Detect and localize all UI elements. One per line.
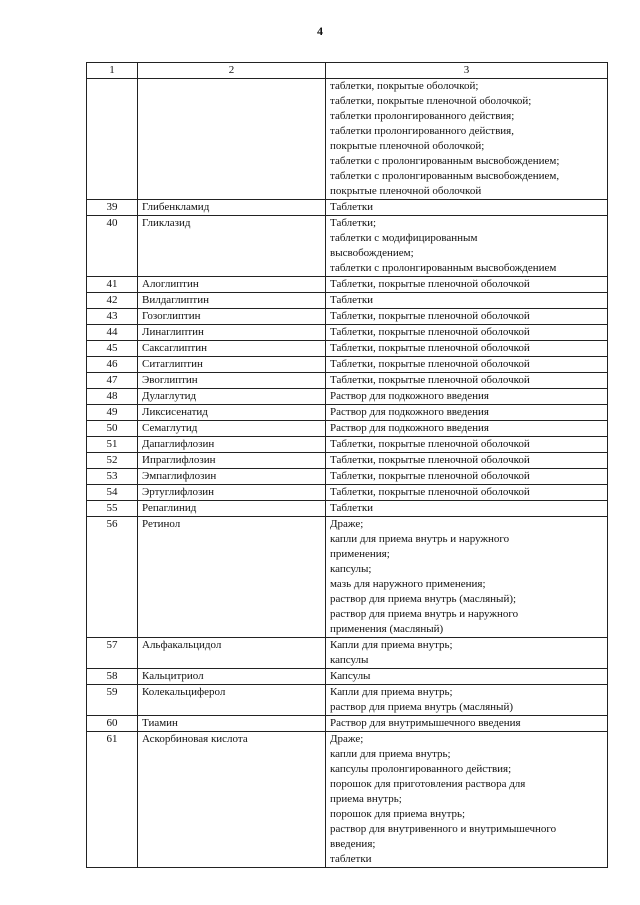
dosage-form-line: Таблетки, покрытые пленочной оболочкой xyxy=(330,310,530,322)
table-row xyxy=(87,389,608,405)
table-row xyxy=(87,501,608,517)
row-number: 53 xyxy=(87,469,138,485)
dosage-form-line: Таблетки, покрытые пленочной оболочкой xyxy=(330,342,530,354)
dosage-forms xyxy=(326,469,608,485)
dosage-form-line: порошок для приема внутрь; xyxy=(330,808,466,820)
dosage-form-line: введения; xyxy=(330,838,376,850)
dosage-form-line: приема внутрь; xyxy=(330,793,402,805)
dosage-form-line: Раствор для подкожного введения xyxy=(330,406,489,418)
dosage-form-line: таблетки с пролонгированным высвобождением; xyxy=(330,155,560,167)
dosage-forms xyxy=(326,421,608,437)
drug-name: Гликлазид xyxy=(138,216,326,277)
dosage-forms xyxy=(326,357,608,373)
dosage-forms xyxy=(326,341,608,357)
dosage-form-line: раствор для внутривенного и внутримышечного xyxy=(330,823,557,835)
dosage-form-line: мазь для наружного применения; xyxy=(330,578,486,590)
table-row xyxy=(87,716,608,732)
dosage-form-line: Таблетки, покрытые пленочной оболочкой xyxy=(330,358,530,370)
drug-name: Аскорбиновая кислота xyxy=(138,732,326,868)
table-row xyxy=(87,200,608,216)
drug-table xyxy=(86,62,608,868)
dosage-forms xyxy=(326,216,608,277)
table-row xyxy=(87,216,608,277)
drug-name: Альфакальцидол xyxy=(138,638,326,669)
dosage-forms xyxy=(326,485,608,501)
row-number: 44 xyxy=(87,325,138,341)
dosage-form-line: Драже; xyxy=(330,518,364,530)
row-number: 58 xyxy=(87,669,138,685)
drug-name xyxy=(138,79,326,200)
dosage-forms xyxy=(326,373,608,389)
table-row xyxy=(87,453,608,469)
dosage-form-line: таблетки с пролонгированным высвобождением xyxy=(330,262,557,274)
drug-name: Кальцитриол xyxy=(138,669,326,685)
dosage-forms xyxy=(326,453,608,469)
column-header-number: 1 xyxy=(87,63,138,79)
drug-name: Дулаглутид xyxy=(138,389,326,405)
drug-name: Тиамин xyxy=(138,716,326,732)
drug-name: Колекальциферол xyxy=(138,685,326,716)
table-row xyxy=(87,309,608,325)
row-number: 46 xyxy=(87,357,138,373)
row-number: 56 xyxy=(87,517,138,638)
dosage-form-line: Капли для приема внутрь; xyxy=(330,639,453,651)
dosage-form-line: Таблетки; xyxy=(330,217,377,229)
row-number: 61 xyxy=(87,732,138,868)
row-number: 39 xyxy=(87,200,138,216)
drug-name: Ситаглиптин xyxy=(138,357,326,373)
dosage-form-line: Таблетки, покрытые пленочной оболочкой xyxy=(330,374,530,386)
table-row xyxy=(87,277,608,293)
dosage-form-line: применения (масляный) xyxy=(330,623,444,635)
dosage-form-line: капсулы; xyxy=(330,563,372,575)
row-number: 57 xyxy=(87,638,138,669)
dosage-form-line: Капсулы xyxy=(330,670,371,682)
row-number: 48 xyxy=(87,389,138,405)
table-body xyxy=(87,79,608,868)
table-row xyxy=(87,405,608,421)
row-number: 51 xyxy=(87,437,138,453)
dosage-form-line: Таблетки, покрытые пленочной оболочкой xyxy=(330,438,530,450)
dosage-form-line: порошок для приготовления раствора для xyxy=(330,778,526,790)
dosage-form-line: Таблетки, покрытые пленочной оболочкой xyxy=(330,470,530,482)
drug-name: Вилдаглиптин xyxy=(138,293,326,309)
drug-name: Ликсисенатид xyxy=(138,405,326,421)
table-row xyxy=(87,638,608,669)
dosage-forms xyxy=(326,716,608,732)
dosage-forms xyxy=(326,79,608,200)
row-number: 59 xyxy=(87,685,138,716)
dosage-form-line: таблетки пролонгированного действия, xyxy=(330,125,514,137)
dosage-form-line: капли для приема внутрь и наружного xyxy=(330,533,510,545)
dosage-form-line: покрытые пленочной оболочкой xyxy=(330,185,482,197)
table-row xyxy=(87,293,608,309)
table-header-row xyxy=(87,63,608,79)
dosage-form-line: Таблетки xyxy=(330,502,374,514)
dosage-forms xyxy=(326,405,608,421)
dosage-form-line: капсулы xyxy=(330,654,369,666)
dosage-form-line: таблетки с модифицированным xyxy=(330,232,478,244)
drug-name: Линаглиптин xyxy=(138,325,326,341)
table-row xyxy=(87,732,608,868)
table-row xyxy=(87,79,608,200)
dosage-form-line: таблетки с пролонгированным высвобождением, xyxy=(330,170,560,182)
drug-name: Саксаглиптин xyxy=(138,341,326,357)
table-row xyxy=(87,325,608,341)
dosage-form-line: Таблетки, покрытые пленочной оболочкой xyxy=(330,326,530,338)
table-row xyxy=(87,437,608,453)
dosage-forms xyxy=(326,309,608,325)
dosage-forms xyxy=(326,277,608,293)
dosage-forms xyxy=(326,200,608,216)
dosage-form-line: таблетки xyxy=(330,853,372,865)
table-row xyxy=(87,669,608,685)
row-number xyxy=(87,79,138,200)
drug-name: Ретинол xyxy=(138,517,326,638)
dosage-form-line: таблетки, покрытые пленочной оболочкой; xyxy=(330,95,532,107)
drug-name: Эртуглифлозин xyxy=(138,485,326,501)
dosage-form-line: раствор для приема внутрь (масляный) xyxy=(330,701,513,713)
table-row xyxy=(87,357,608,373)
dosage-form-line: Капли для приема внутрь; xyxy=(330,686,453,698)
dosage-forms xyxy=(326,685,608,716)
dosage-forms xyxy=(326,501,608,517)
row-number: 60 xyxy=(87,716,138,732)
dosage-form-line: Таблетки, покрытые пленочной оболочкой xyxy=(330,486,530,498)
dosage-forms xyxy=(326,732,608,868)
dosage-form-line: Таблетки, покрытые пленочной оболочкой xyxy=(330,278,530,290)
dosage-form-line: покрытые пленочной оболочкой; xyxy=(330,140,485,152)
dosage-form-line: Раствор для подкожного введения xyxy=(330,390,489,402)
dosage-forms xyxy=(326,389,608,405)
row-number: 55 xyxy=(87,501,138,517)
drug-name: Гозоглиптин xyxy=(138,309,326,325)
row-number: 42 xyxy=(87,293,138,309)
dosage-form-line: раствор для приема внутрь (масляный); xyxy=(330,593,517,605)
drug-name: Ипраглифлозин xyxy=(138,453,326,469)
table-row xyxy=(87,421,608,437)
column-header-forms: 3 xyxy=(326,63,608,79)
column-header-name: 2 xyxy=(138,63,326,79)
dosage-form-line: высвобождением; xyxy=(330,247,414,259)
dosage-forms xyxy=(326,517,608,638)
drug-name: Эмпаглифлозин xyxy=(138,469,326,485)
dosage-forms xyxy=(326,638,608,669)
dosage-forms xyxy=(326,669,608,685)
drug-name: Эвоглиптин xyxy=(138,373,326,389)
row-number: 45 xyxy=(87,341,138,357)
dosage-form-line: Раствор для внутримышечного введения xyxy=(330,717,521,729)
page-number: 4 xyxy=(317,24,323,38)
row-number: 52 xyxy=(87,453,138,469)
drug-name: Дапаглифлозин xyxy=(138,437,326,453)
dosage-forms xyxy=(326,437,608,453)
drug-name: Репаглинид xyxy=(138,501,326,517)
drug-name: Глибенкламид xyxy=(138,200,326,216)
dosage-form-line: капли для приема внутрь; xyxy=(330,748,451,760)
row-number: 41 xyxy=(87,277,138,293)
row-number: 43 xyxy=(87,309,138,325)
dosage-form-line: применения; xyxy=(330,548,390,560)
table-row xyxy=(87,517,608,638)
table-row xyxy=(87,341,608,357)
row-number: 49 xyxy=(87,405,138,421)
dosage-form-line: раствор для приема внутрь и наружного xyxy=(330,608,519,620)
dosage-forms xyxy=(326,325,608,341)
dosage-form-line: Раствор для подкожного введения xyxy=(330,422,489,434)
table-row xyxy=(87,685,608,716)
drug-name: Семаглутид xyxy=(138,421,326,437)
row-number: 40 xyxy=(87,216,138,277)
row-number: 50 xyxy=(87,421,138,437)
row-number: 54 xyxy=(87,485,138,501)
table-row xyxy=(87,373,608,389)
dosage-form-line: капсулы пролонгированного действия; xyxy=(330,763,512,775)
dosage-form-line: Драже; xyxy=(330,733,364,745)
dosage-forms xyxy=(326,293,608,309)
row-number: 47 xyxy=(87,373,138,389)
dosage-form-line: таблетки, покрытые оболочкой; xyxy=(330,80,479,92)
table-row xyxy=(87,469,608,485)
table-row xyxy=(87,485,608,501)
dosage-form-line: Таблетки xyxy=(330,201,374,213)
dosage-form-line: Таблетки, покрытые пленочной оболочкой xyxy=(330,454,530,466)
drug-name: Алоглиптин xyxy=(138,277,326,293)
dosage-form-line: Таблетки xyxy=(330,294,374,306)
dosage-form-line: таблетки пролонгированного действия; xyxy=(330,110,515,122)
